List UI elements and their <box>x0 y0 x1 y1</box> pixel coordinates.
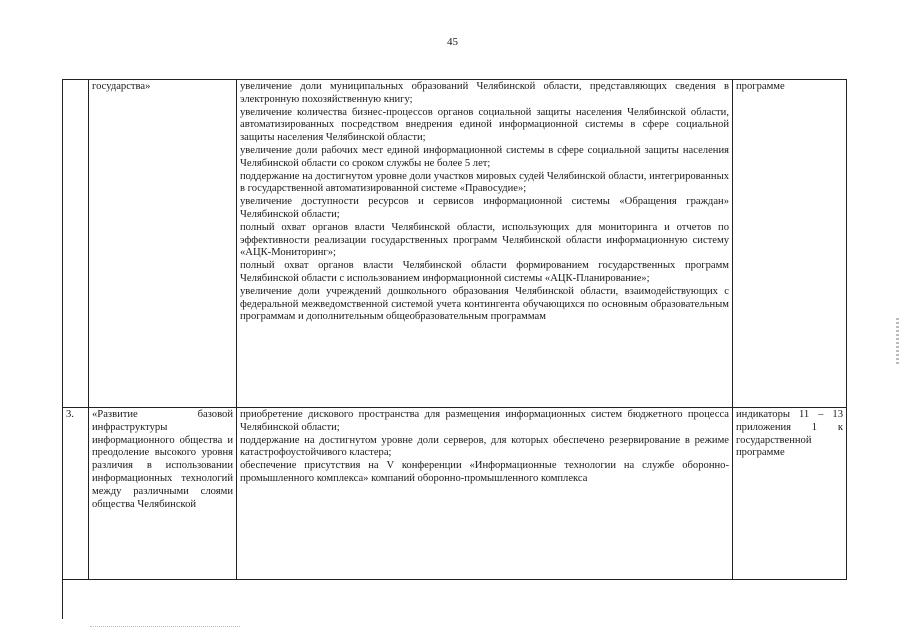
task-name: «Развитие базовой инфраструктуры информационного общества и преодоление высокого уровня различия в использовании информационных технологий между различными слоями общества Челябинской <box>89 408 237 580</box>
result-item: поддержание на достигнутом уровне доли участков мировых судей Челябинской области, интегрированных в государственной автоматизированной системе «Правосудие»; <box>240 170 729 195</box>
expected-results <box>237 408 733 580</box>
row-number <box>63 80 89 408</box>
result-item: увеличение доступности ресурсов и сервисов информационной системы «Обращения граждан» Челябинской области; <box>240 196 729 220</box>
result-item: увеличение доли учреждений дошкольного образования Челябинской области, взаимодействующих с федеральной межведомственной системой учета контингента обучающихся по основным образовательным программам и дополнительным общеобразовательным программам <box>240 285 729 323</box>
result-item: поддержание на достигнутом уровне доли серверов, для которых обеспечено резервирование в режиме катастрофоустойчивого кластера; <box>240 434 729 459</box>
indicators-cell: индикаторы 11 – 13 приложения 1 к государственной программе <box>733 408 847 580</box>
result-item: полный охват органов власти Челябинской области формированием государственных программ Челябинской области с использованием информационной системы «АЦК-Планирование»; <box>240 260 729 284</box>
result-item: увеличение доли муниципальных образований Челябинской области, представляющих сведения в электронную похозяйственную книгу; <box>240 81 729 105</box>
result-item: увеличение доли рабочих мест единой информационной системы в сфере социальной защиты населения Челябинской области со сроком службы не более 5 лет; <box>240 144 729 169</box>
table-row <box>63 408 847 580</box>
result-item: полный охват органов власти Челябинской области, использующих для мониторинга и отчетов по эффективности реализации государственных программ Челябинской области информационную систему «АЦК-Мониторинг»; <box>240 221 729 259</box>
row-number: 3. <box>63 408 89 580</box>
table-row <box>63 80 847 408</box>
task-name: государства» <box>89 80 237 408</box>
result-item: приобретение дискового пространства для размещения информационных систем бюджетного процесса Челябинской области; <box>240 409 729 433</box>
scan-margin-mark <box>896 318 899 364</box>
result-item: увеличение количества бизнес-процессов органов социальной защиты населения Челябинской области, автоматизированных посредством внедрения единой информационной системы в сфере социальной защиты населения Челябинской области; <box>240 106 729 144</box>
result-item: обеспечение присутствия на V конференции «Информационные технологии на службе оборонно-промышленного комплекса» компаний оборонно-промышленного комплекса <box>240 460 729 484</box>
program-table <box>62 79 847 580</box>
scan-bottom-mark <box>90 626 240 627</box>
expected-results <box>237 80 733 408</box>
indicators-cell: программе <box>733 80 847 408</box>
page-number: 45 <box>447 36 458 48</box>
